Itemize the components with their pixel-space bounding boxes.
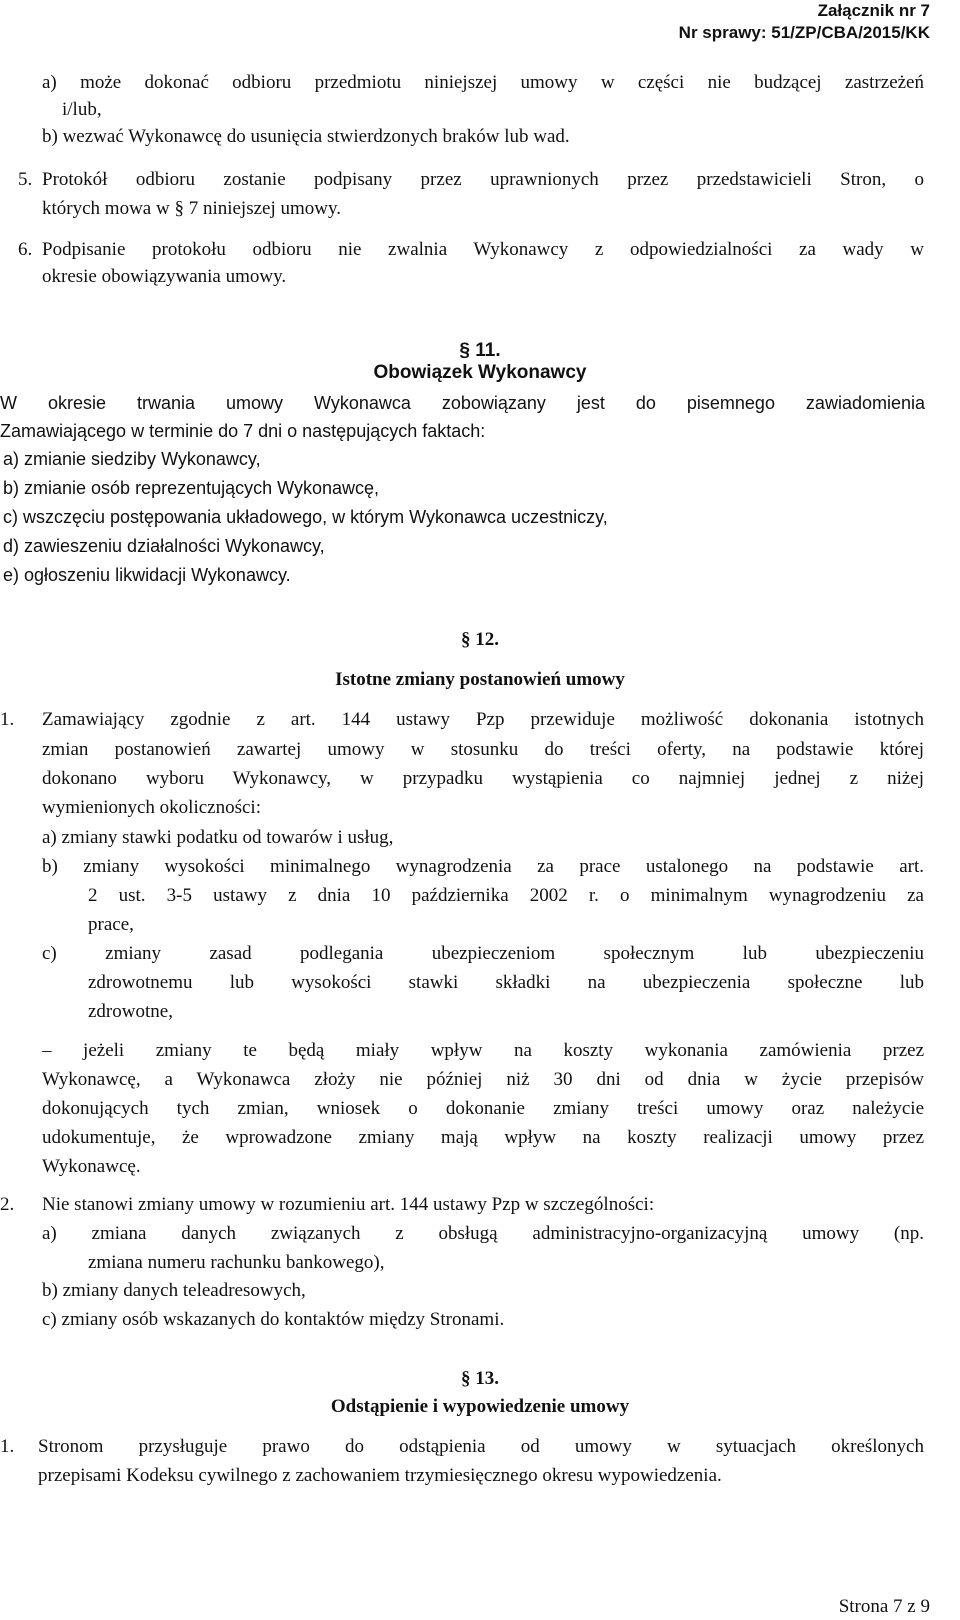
s12-para-1-line-last: wymienionych okoliczności: bbox=[42, 797, 261, 818]
section-12-number: § 12. bbox=[461, 629, 499, 650]
s12-para-2-item-b: b) zmiany danych teleadresowych, bbox=[42, 1280, 306, 1301]
list-item: c) wszczęciu postępowania układowego, w którym Wykonawca uczestniczy, bbox=[3, 507, 608, 527]
section-13-title: Odstąpienie i wypowiedzenie umowy bbox=[330, 1396, 630, 1417]
s12-item-b-line3: prace, bbox=[88, 914, 134, 935]
item-a: a) może dokonać odbioru przedmiotu niniejszej umowy w części nie budzącej zastrzeżeń bbox=[42, 72, 924, 93]
page-number: Strona 7 z 9 bbox=[838, 1596, 930, 1617]
s12-condition-line: dokonujących tych zmian, wniosek o dokonanie zmiany treści umowy oraz należycie bbox=[42, 1098, 924, 1119]
para-6-number: 6. bbox=[18, 239, 33, 260]
para-6-line2: okresie obowiązywania umowy. bbox=[42, 266, 287, 287]
s12-para-1-number: 1. bbox=[0, 709, 15, 730]
s13-para-1-line2: przepisami Kodeksu cywilnego z zachowaniem trzymiesięcznego okresu wypowiedzenia. bbox=[38, 1465, 722, 1486]
section-11-number: § 11. bbox=[459, 340, 501, 361]
s12-para-2-item-a-line2: zmiana numeru rachunku bankowego), bbox=[88, 1252, 385, 1273]
section-11-intro-line2: Zamawiającego w terminie do 7 dni o następujących faktach: bbox=[0, 421, 486, 441]
para-5-line2: których mowa w § 7 niniejszej umowy. bbox=[42, 198, 342, 219]
s12-para-2: Nie stanowi zmiany umowy w rozumieniu art. 144 ustawy Pzp w szczególności: bbox=[42, 1194, 655, 1215]
list-item: a) zmianie siedziby Wykonawcy, bbox=[3, 449, 261, 469]
s13-para-1-number: 1. bbox=[0, 1436, 15, 1457]
section-11-title: Obowiązek Wykonawcy bbox=[373, 362, 587, 383]
list-item: b) zmianie osób reprezentujących Wykonawcę, bbox=[3, 478, 380, 498]
s12-para-1-line: zmian postanowień zawartej umowy w stosunku do treści oferty, na podstawie której bbox=[42, 739, 924, 760]
s12-para-1-line: Zamawiający zgodnie z art. 144 ustawy Pzp przewiduje możliwość dokonania istotnych bbox=[42, 709, 924, 730]
s12-item-a: a) zmiany stawki podatku od towarów i usług, bbox=[42, 827, 394, 848]
s12-para-2-number: 2. bbox=[0, 1194, 15, 1215]
s12-item-c-line1: c) zmiany zasad podlegania ubezpieczeniom społecznym lub ubezpieczeniu bbox=[42, 943, 924, 964]
para-5-number: 5. bbox=[18, 169, 33, 190]
s12-item-c-line3: zdrowotne, bbox=[88, 1001, 173, 1022]
section-13-number: § 13. bbox=[461, 1368, 499, 1389]
s12-para-2-item-c: c) zmiany osób wskazanych do kontaktów między Stronami. bbox=[42, 1309, 505, 1330]
s12-condition-line: Wykonawcę, a Wykonawca złoży nie później niż 30 dni od dnia w życie przepisów bbox=[42, 1069, 924, 1090]
s13-para-1-line1: Stronom przysługuje prawo do odstąpienia od umowy w sytuacjach określonych bbox=[38, 1436, 924, 1457]
section-12-title: Istotne zmiany postanowień umowy bbox=[335, 669, 625, 690]
item-b: b) wezwać Wykonawcę do usunięcia stwierdzonych braków lub wad. bbox=[42, 126, 570, 147]
s12-condition-line: udokumentuje, że wprowadzone zmiany mają wpływ na koszty realizacji umowy przez bbox=[42, 1127, 924, 1148]
s12-para-1-line: dokonano wyboru Wykonawcy, w przypadku wystąpienia co najmniej jednej z niżej bbox=[42, 768, 924, 789]
para-5-line1: Protokół odbioru zostanie podpisany przez uprawnionych przez przedstawicieli Stron, o bbox=[42, 169, 924, 190]
section-11-intro-line1: W okresie trwania umowy Wykonawca zobowiązany jest do pisemnego zawiadomienia bbox=[0, 393, 925, 413]
s12-item-c-line2: zdrowotnemu lub wysokości stawki składki na ubezpieczenia społeczne lub bbox=[88, 972, 924, 993]
s12-item-b-line2: 2 ust. 3-5 ustawy z dnia 10 października 2002 r. o minimalnym wynagrodzeniu za bbox=[88, 885, 924, 906]
s12-para-2-item-a-line1: a) zmiana danych związanych z obsługą administracyjno-organizacyjną umowy (np. bbox=[42, 1223, 924, 1244]
s12-condition-line-last: Wykonawcę. bbox=[42, 1156, 141, 1177]
case-number: Nr sprawy: 51/ZP/CBA/2015/KK bbox=[678, 23, 930, 42]
para-6-line1: Podpisanie protokołu odbioru nie zwalnia Wykonawcy z odpowiedzialności za wady w bbox=[42, 239, 924, 260]
list-item: e) ogłoszeniu likwidacji Wykonawcy. bbox=[3, 565, 291, 585]
document-header bbox=[679, 0, 930, 44]
s12-condition-line: – jeżeli zmiany te będą miały wpływ na koszty wykonania zamówienia przez bbox=[42, 1040, 924, 1061]
list-item: d) zawieszeniu działalności Wykonawcy, bbox=[3, 536, 325, 556]
s12-item-b-line1: b) zmiany wysokości minimalnego wynagrodzenia za prace ustalonego na podstawie art. bbox=[42, 856, 924, 877]
attachment-number: Załącznik nr 7 bbox=[817, 1, 930, 20]
item-a-cont: i/lub, bbox=[62, 99, 102, 120]
